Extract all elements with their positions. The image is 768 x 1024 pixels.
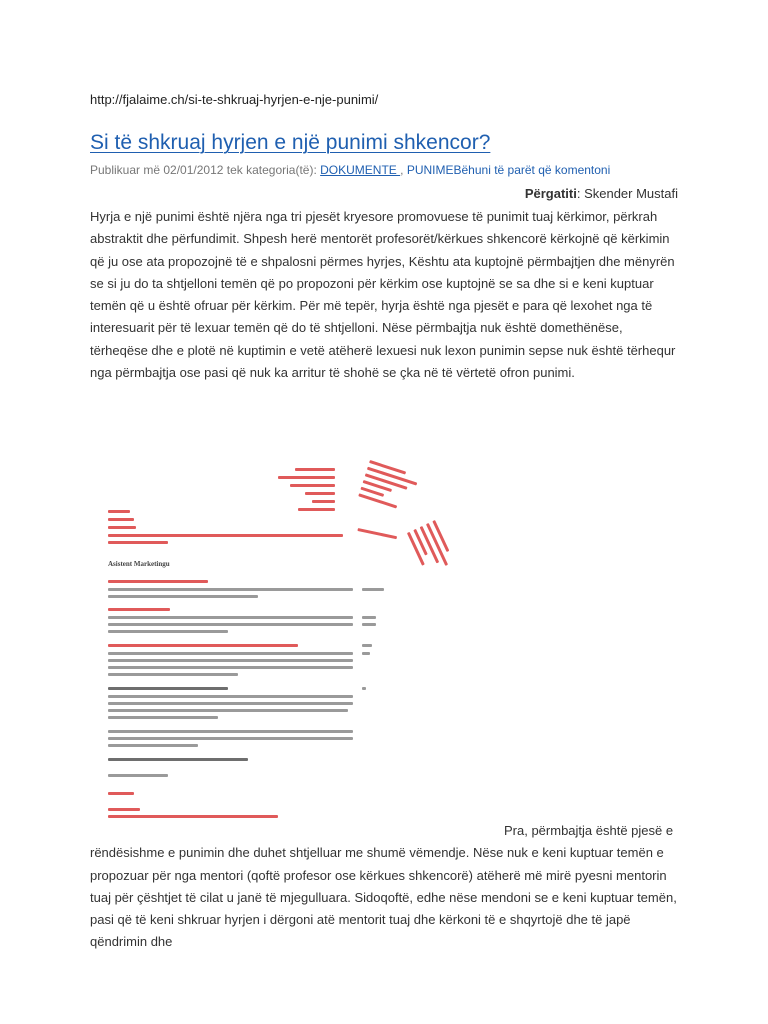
author-label: Përgatiti [524,186,577,201]
letter-line [108,815,278,818]
letter-line [362,623,376,626]
letter-annotation-block [357,460,419,516]
letter-line [108,808,140,811]
letter-line [108,737,353,740]
content-paragraph [90,820,680,954]
letter-line [108,709,348,712]
letter-line [362,687,366,690]
letter-annotation-block [403,520,454,576]
letter-line [108,652,353,655]
letter-line [358,493,397,508]
letter-line [108,616,353,619]
letter-line [108,744,198,747]
letter-line [108,730,353,733]
cover-letter-sample-image [100,420,500,820]
letter-line [362,644,372,647]
letter-line [108,541,168,544]
author-line [525,186,678,201]
letter-line [108,702,353,705]
letter-line [108,758,248,761]
letter-line [108,608,170,611]
category-link-dokumente[interactable]: DOKUMENTE [320,163,401,177]
letter-line [108,792,134,795]
letter-line [362,616,376,619]
letter-line [312,500,335,503]
author-name: Skender Mustafi [584,186,678,201]
letter-line [108,526,136,529]
category-link-punime[interactable] [407,163,610,177]
letter-annotation-block [357,528,398,543]
letter-line [298,508,335,511]
letter-line [108,630,228,633]
letter-line [108,595,258,598]
letter-line [108,623,353,626]
letter-line [108,534,343,537]
article-meta [90,163,610,177]
letter-line [108,580,208,583]
letter-line [108,673,238,676]
letter-line [295,468,335,471]
letter-line [108,644,298,647]
letter-line [278,476,335,479]
letter-line [362,588,384,591]
letter-line [108,588,353,591]
letter-line [108,666,353,669]
letter-line [108,695,353,698]
category-punime-label[interactable]: PUNIME [406,163,454,177]
comment-link[interactable]: Bëhuni të parët që komentoni [453,163,611,177]
article-title[interactable]: Si të shkruaj hyrjen e një punimi shkencor? [90,131,491,154]
letter-heading: Asistent Marketingu [108,560,170,568]
letter-line [108,510,130,513]
letter-line [108,518,134,521]
letter-line [108,687,228,690]
author-sep: : [576,186,585,201]
letter-line [305,492,335,495]
meta-prefix: Publikuar më 02/01/2012 tek kategoria(të): [90,163,321,177]
source-url[interactable]: http://fjalaime.ch/si-te-shkruaj-hyrjen-e-nje-punimi/ [90,92,379,107]
content-paragraph-text: Pra, përmbajtja është pjesë e rëndësishme e punimin dhe duhet shtjelluar me shumë vëmendje. Nëse nuk e keni kuptuar temën e propozuar për nga mentori (qoftë profesor ose kërkues shkencorë) atëherë më mirë pyesni mentorin tuaj për çështjet të cilat u janë të mjegulluara. Sidoqoftë, edhe nëse mendoni se e keni kuptuar temën, pasi që të keni shkruar hyrjen i dërgoni atë mentorit tuaj dhe kërkoni të e shqyrtojë dhe të japë qëndrimin dhe [90,823,677,950]
letter-line [290,484,335,487]
letter-line [357,528,397,539]
intro-paragraph: Hyrja e një punimi është njëra nga tri pjesët kryesore promovuese të punimit tuaj kërkimor, përkrah abstraktit dhe përfundimit. Shpesh herë mentorët profesorët/kërkues shkencorë kërkojnë që kërkimin që ju ose ata propozojnë të e shpalosni përmes hyrjes, Kështu ata kuptojnë përmbajtjen dhe mënyrën se si ju do ta shtjelloni temën që po propozoni për kërkim ose kuptojnë se sa dhe si e keni kuptuar temën që u është ofruar për kërkim. Për më tepër, hyrja është nga pjesët e para që lexohet nga të interesuarit për të lexuar temën që do të shtjelloni. Nëse përmbajtja nuk është domethënëse, tërheqëse dhe e plotë në kuptimin e vetë atëherë lexuesi nuk lexon punimin sepse nuk është tërhequr nga përmbajtja ose pasi që nuk ka arritur të shohë se çka në të vërtetë ofron punimi. [90,209,676,381]
letter-line [108,659,353,662]
meta-separator: , [400,163,407,177]
letter-line [108,774,168,777]
letter-line [362,652,370,655]
letter-line [108,716,218,719]
